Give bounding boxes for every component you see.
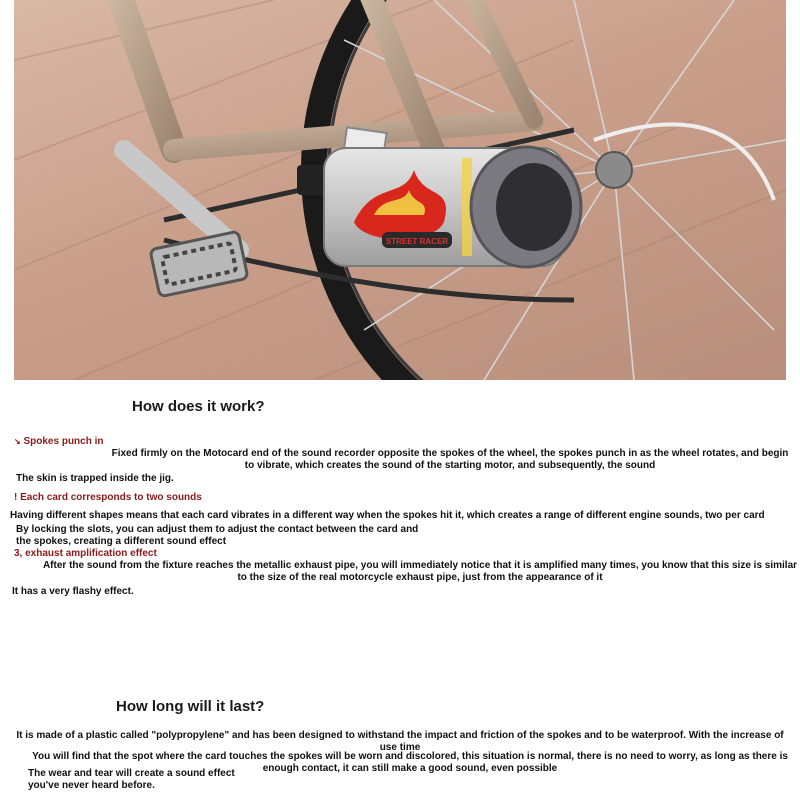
section-1-body: Fixed firmly on the Motocard end of the sound recorder opposite the spokes of the wheel, the spokes punch in as the wheel rotates, and begin to vibrate, which creates the sound of the starting motor, and subsequently, the sound	[111, 448, 789, 471]
arrow-icon: ↘	[14, 437, 21, 446]
section-2-title	[14, 492, 202, 503]
section-3-note: It has a very flashy effect.	[12, 586, 134, 597]
durability-p3: The wear and tear will create a sound effect you've never heard before.	[28, 768, 235, 791]
section-1-title	[14, 436, 104, 447]
exclamation-icon: !	[14, 492, 18, 503]
durability-p1: It is made of a plastic called "polypropylene" and has been designed to withstand the impact and friction of the spokes and to be waterproof. With the increase of use time	[16, 730, 784, 753]
section-1-note: The skin is trapped inside the jig.	[16, 473, 174, 484]
product-photo	[14, 0, 786, 380]
section-1-title-text: Spokes punch in	[23, 436, 104, 447]
bicycle-motor-sound-illustration	[14, 0, 786, 380]
heading-how-long: How long will it last?	[116, 698, 265, 715]
exhaust-pipe	[324, 147, 581, 267]
section-2-note: By locking the slots, you can adjust them to adjust the contact between the card and the spokes, creating a different sound effect	[16, 524, 419, 547]
sticker-text: STREET RACER	[385, 237, 449, 246]
section-2-title-text: Each card corresponds to two sounds	[20, 492, 202, 503]
section-3-title: 3, exhaust amplification effect	[14, 548, 157, 559]
pedal-and-crank	[124, 150, 248, 297]
heading-how-work: How does it work?	[132, 398, 265, 415]
section-3-body: After the sound from the fixture reaches the metallic exhaust pipe, you will immediately notice that it is amplified many times, you know that this size is similar to the size of the real motorcycle exhaust pipe, just from the appearance of it	[42, 560, 798, 583]
section-2-body: Having different shapes means that each card vibrates in a different way when the spokes hit it, which creates a range of different engine sounds, two per card	[10, 510, 765, 521]
durability-p2: You will find that the spot where the card touches the spokes will be worn and discolored, this situation is normal, there is no need to worry, as long as there is enough contact, it can still make a good sound, even possible	[32, 751, 788, 774]
